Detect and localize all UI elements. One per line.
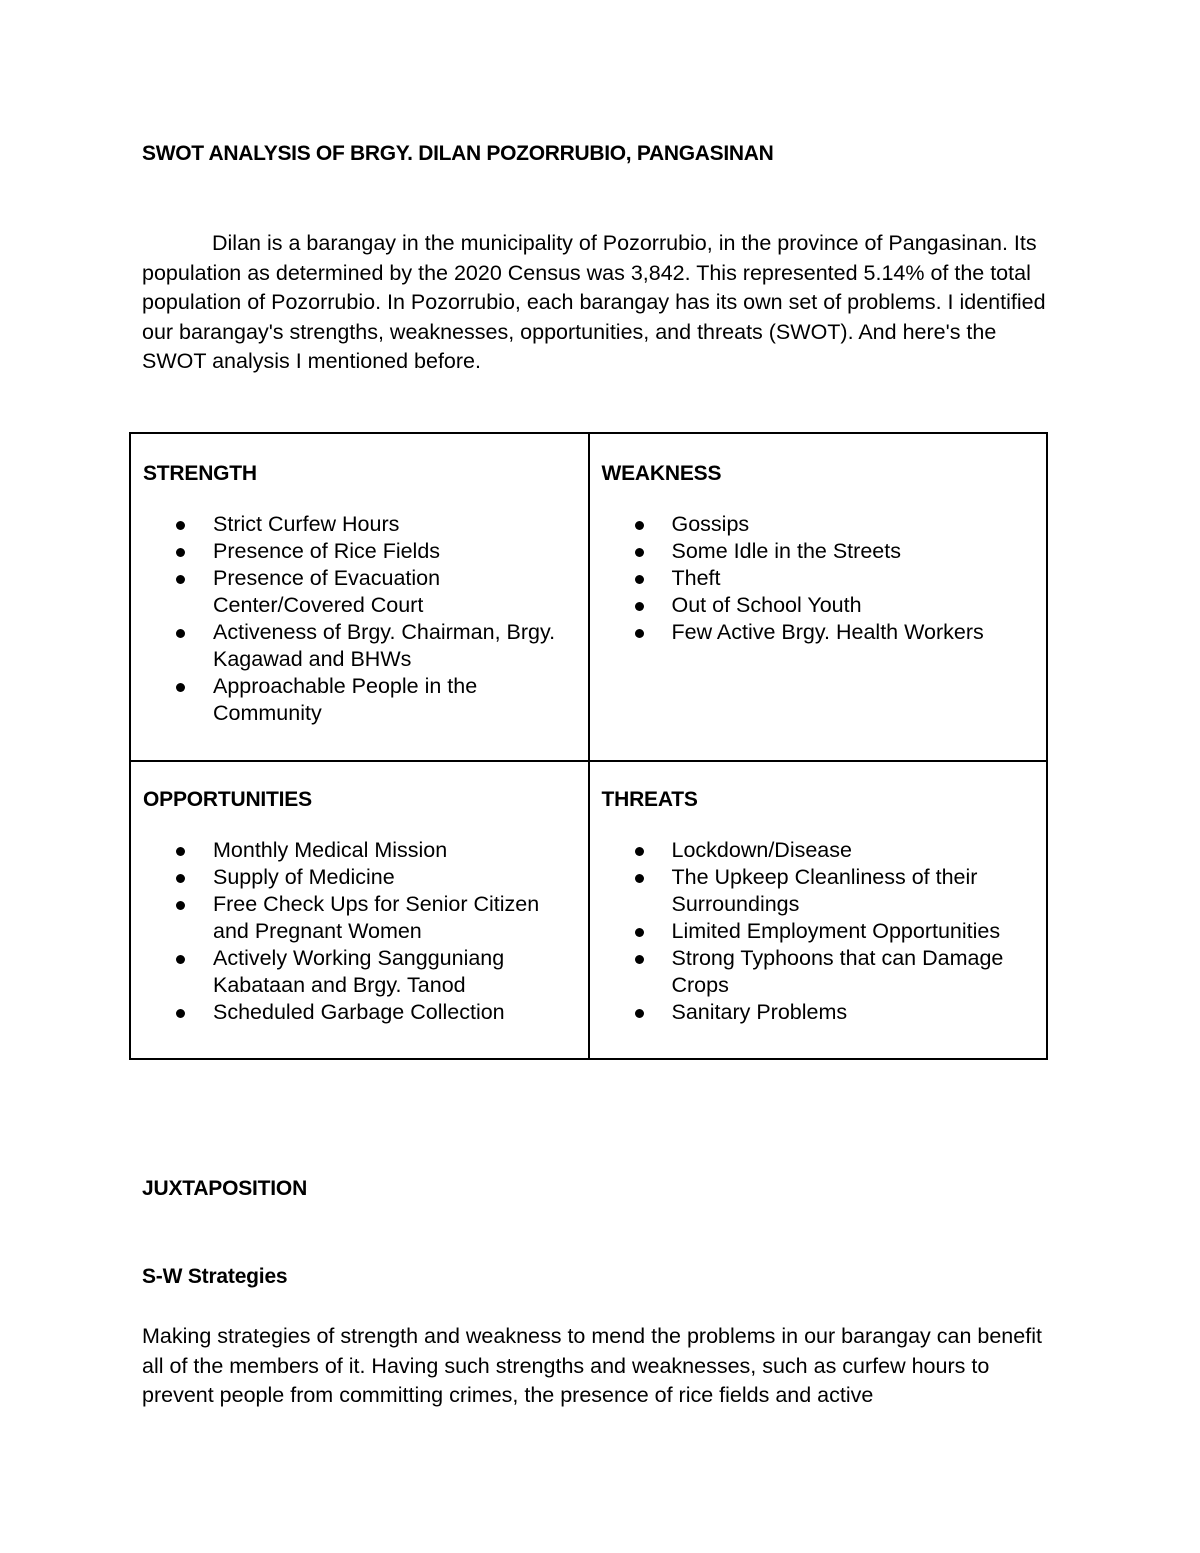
list-item: Actively Working Sangguniang Kabataan and Brgy. Tanod <box>213 945 576 999</box>
list-item: Approachable People in the Community <box>213 673 576 727</box>
swot-cell-threats <box>589 761 1048 1059</box>
list-item: Theft <box>672 565 1035 592</box>
list-item: Limited Employment Opportunities <box>672 918 1035 945</box>
threats-heading: THREATS <box>601 788 698 811</box>
list-item: Free Check Ups for Senior Citizen and Pregnant Women <box>213 891 576 945</box>
list-item: Lockdown/Disease <box>672 837 1035 864</box>
list-item: Gossips <box>672 511 1035 538</box>
opportunities-list <box>143 837 576 1026</box>
swot-cell-weakness <box>589 433 1048 761</box>
strength-list <box>143 511 576 727</box>
weakness-list <box>602 511 1035 646</box>
list-item: The Upkeep Cleanliness of their Surroundings <box>672 864 1035 918</box>
sw-strategies-heading: S-W Strategies <box>142 1265 288 1288</box>
swot-table <box>129 432 1048 1060</box>
strength-heading: STRENGTH <box>143 462 257 485</box>
opportunities-heading: OPPORTUNITIES <box>143 788 312 811</box>
list-item: Some Idle in the Streets <box>672 538 1035 565</box>
list-item: Strong Typhoons that can Damage Crops <box>672 945 1035 999</box>
swot-cell-strength <box>130 433 589 761</box>
list-item: Few Active Brgy. Health Workers <box>672 619 1035 646</box>
swot-row-bottom <box>130 761 1047 1059</box>
list-item: Strict Curfew Hours <box>213 511 576 538</box>
list-item: Supply of Medicine <box>213 864 576 891</box>
list-item: Out of School Youth <box>672 592 1035 619</box>
list-item: Presence of Evacuation Center/Covered Court <box>213 565 576 619</box>
weakness-heading: WEAKNESS <box>601 462 722 485</box>
intro-paragraph: Dilan is a barangay in the municipality of Pozorrubio, in the province of Pangasinan. Its population as determined by the 2020 Census was 3,842. This represented 5.14% of the total population of Pozorrubio. In Pozorrubio, each barangay has its own set of problems. I identified our barangay's strengths, weaknesses, opportunities, and threats (SWOT). And here's the SWOT analysis I mentioned before. <box>142 231 1046 373</box>
juxtaposition-heading: JUXTAPOSITION <box>142 1177 308 1200</box>
swot-row-top <box>130 433 1047 761</box>
sw-strategies-paragraph: Making strategies of strength and weakness to mend the problems in our barangay can benefit all of the members of it. Having such strengths and weaknesses, such as curfew hours to prevent people from committing crimes, the presence of rice fields and active <box>142 1324 1042 1407</box>
list-item: Sanitary Problems <box>672 999 1035 1026</box>
list-item: Activeness of Brgy. Chairman, Brgy. Kagawad and BHWs <box>213 619 576 673</box>
list-item: Scheduled Garbage Collection <box>213 999 576 1026</box>
list-item: Presence of Rice Fields <box>213 538 576 565</box>
document-title: SWOT ANALYSIS OF BRGY. DILAN POZORRUBIO, PANGASINAN <box>142 142 774 165</box>
threats-list <box>602 837 1035 1026</box>
swot-cell-opportunities <box>130 761 589 1059</box>
list-item: Monthly Medical Mission <box>213 837 576 864</box>
